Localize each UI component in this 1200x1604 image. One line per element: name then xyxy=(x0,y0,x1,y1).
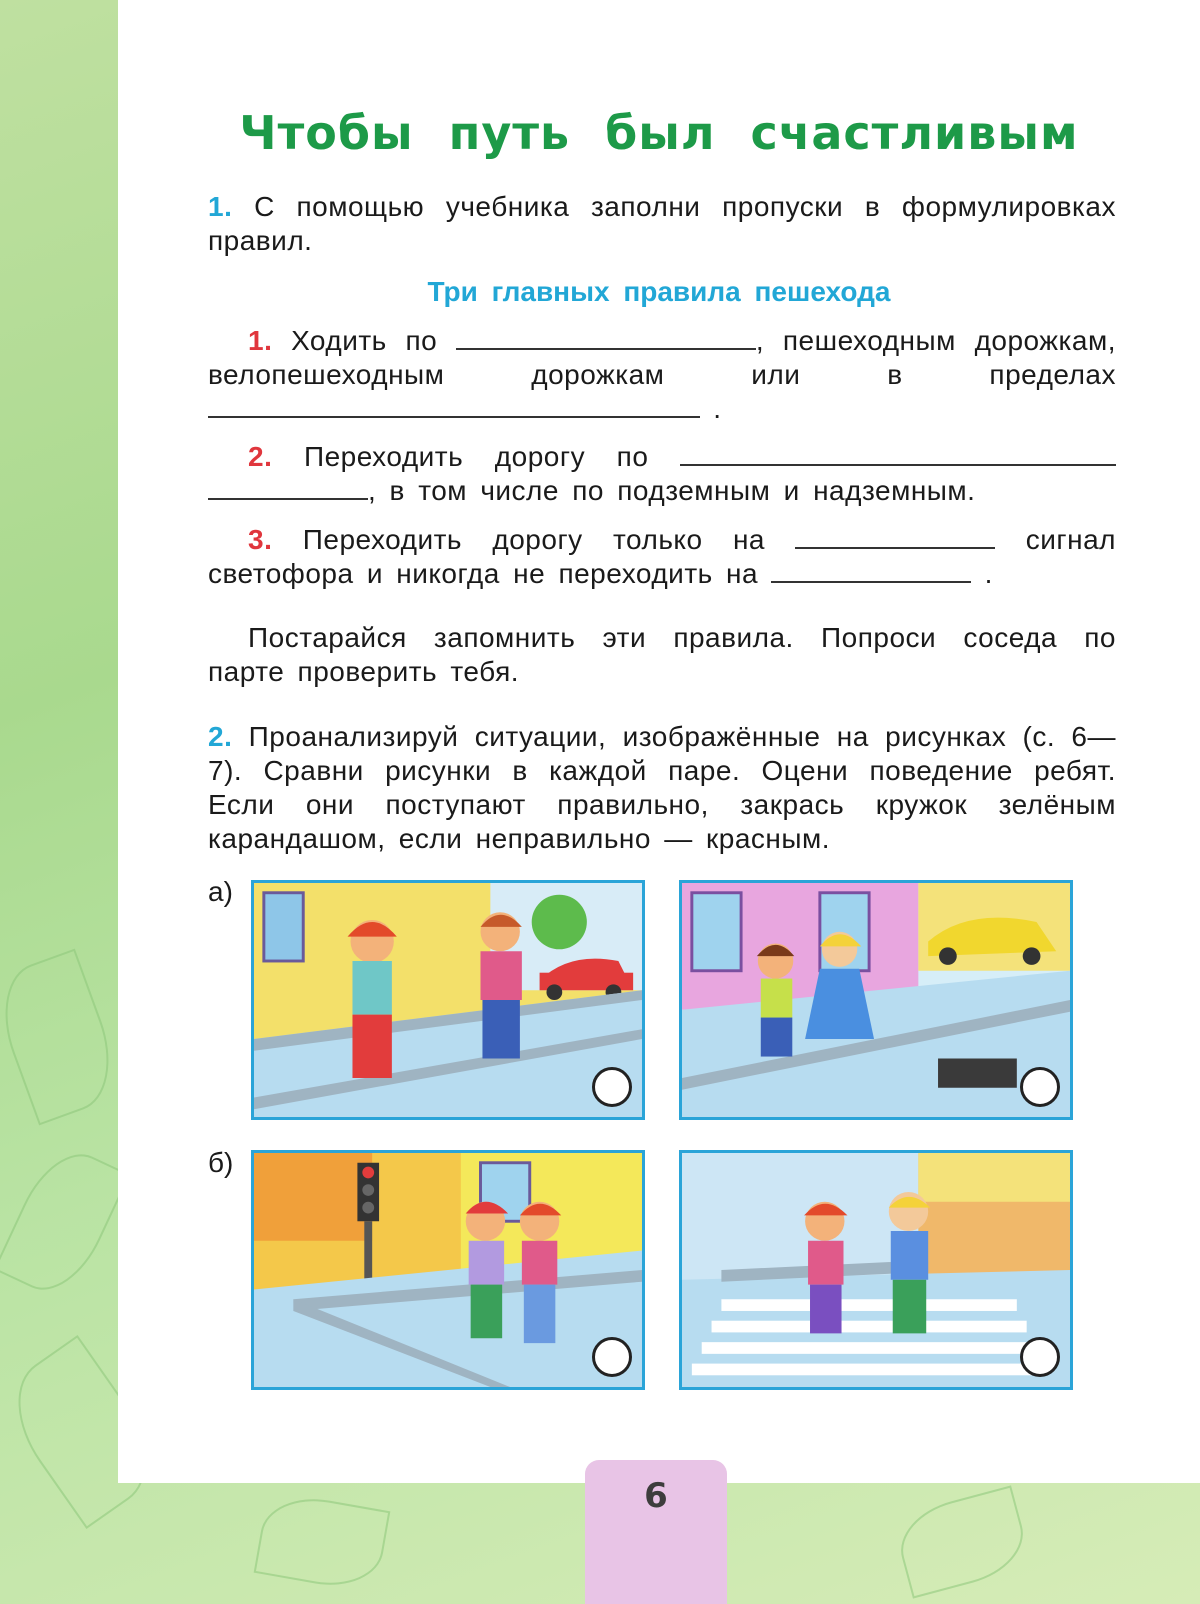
picture-a-left xyxy=(251,880,645,1120)
rule-1-text-end: . xyxy=(713,393,722,424)
answer-circle-a-left[interactable] xyxy=(592,1067,632,1107)
task-2-number: 2. xyxy=(208,721,233,752)
rule-3-text-start: Переходить дорогу только на xyxy=(302,524,765,555)
remember-instruction: Постарайся запомнить эти правила. Попроси соседа по парте проверить тебя. xyxy=(208,622,1116,687)
task-1-instruction xyxy=(208,190,1116,258)
rule-2 xyxy=(208,440,1116,508)
task-2-instruction xyxy=(208,720,1116,856)
page-title: Чтобы путь был счастливым xyxy=(239,106,1079,160)
task-2-text: Проанализируй ситуации, изображённые на рисунках (с. 6—7). Сравни рисунки в каждой паре. Оцени поведение ребят. Если они поступают правильно, закрась кружок зелёным карандашом, если неправильно — красным. xyxy=(208,721,1117,854)
rule-2-blank-2[interactable] xyxy=(208,474,368,500)
rule-1-blank-2[interactable] xyxy=(208,392,700,418)
rule-3-text-end: . xyxy=(984,558,993,589)
rule-1-text-start: Ходить по xyxy=(291,325,438,356)
workbook-page xyxy=(118,0,1200,1483)
rules-subtitle: Три главных правила пешехода xyxy=(427,276,891,307)
picture-b-right xyxy=(679,1150,1073,1390)
rule-3 xyxy=(208,523,1116,591)
page-number-tab xyxy=(585,1460,727,1604)
answer-circle-b-right[interactable] xyxy=(1020,1337,1060,1377)
rule-2-text-end: , в том числе по подземным и надземным. xyxy=(368,475,976,506)
rule-1-number: 1. xyxy=(248,325,273,356)
row-a-label: а) xyxy=(208,876,233,907)
rule-3-blank-2[interactable] xyxy=(771,557,971,583)
picture-a-right xyxy=(679,880,1073,1120)
rule-3-blank-1[interactable] xyxy=(795,523,995,549)
leaf-decoration-icon xyxy=(254,1490,391,1594)
answer-circle-b-left[interactable] xyxy=(592,1337,632,1377)
leaf-decoration-icon xyxy=(0,949,128,1126)
answer-circle-a-right[interactable] xyxy=(1020,1067,1060,1107)
rule-1-text-middle: , пешеходным дорожкам, велопешеходным дорожкам или в пределах xyxy=(208,325,1117,390)
picture-b-left xyxy=(251,1150,645,1390)
leaf-decoration-icon xyxy=(0,1139,130,1305)
task-1-text: С помощью учебника заполни пропуски в формулировках правил. xyxy=(208,191,1116,256)
page-number: 6 xyxy=(644,1476,668,1516)
rule-1-blank-1[interactable] xyxy=(456,324,756,350)
rule-3-text-middle: сигнал светофора и никогда не переходить на xyxy=(208,524,1117,589)
row-b-label: б) xyxy=(208,1147,234,1178)
rule-2-text-start: Переходить дорогу по xyxy=(303,441,649,472)
task-1-number: 1. xyxy=(208,191,233,222)
rule-1 xyxy=(208,324,1116,426)
rule-3-number: 3. xyxy=(248,524,273,555)
rule-2-blank-1[interactable] xyxy=(680,440,1116,466)
rule-2-number: 2. xyxy=(248,441,273,472)
leaf-decoration-icon xyxy=(891,1485,1033,1598)
